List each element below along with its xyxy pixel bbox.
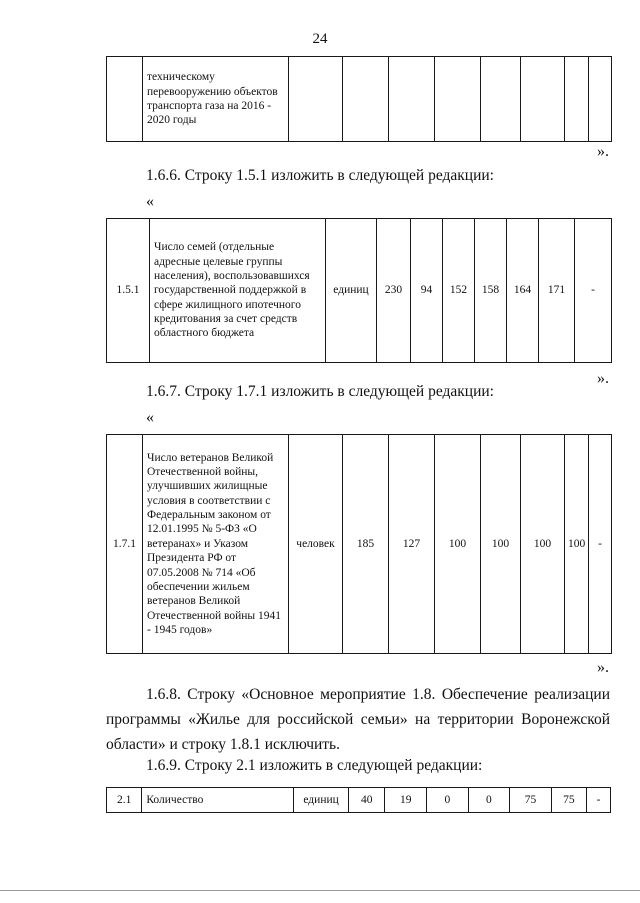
table-cell	[389, 57, 435, 142]
value-cell: 94	[411, 219, 443, 363]
value-cell: -	[575, 219, 612, 363]
table-row	[107, 788, 611, 813]
value-cell: 158	[475, 219, 507, 363]
row-unit: человек	[289, 435, 343, 654]
table-cell	[589, 57, 612, 142]
row-number: 2.1	[107, 788, 142, 813]
value-cell: 100	[481, 435, 521, 654]
value-cell: 100	[521, 435, 565, 654]
closing-quote: ».	[597, 659, 609, 676]
value-cell: 164	[507, 219, 539, 363]
value-cell: 230	[377, 219, 411, 363]
table-row-1-7-1	[106, 434, 612, 654]
value-cell: 152	[443, 219, 475, 363]
table-cell	[289, 57, 343, 142]
value-cell: 171	[539, 219, 575, 363]
table-row	[107, 219, 612, 363]
section-heading: 1.6.6. Строку 1.5.1 изложить в следующей редакции:	[146, 167, 494, 184]
closing-quote: ».	[597, 370, 609, 387]
table-cell	[107, 57, 143, 142]
table-row	[107, 57, 612, 142]
table-row	[107, 435, 612, 654]
value-cell: 75	[510, 788, 552, 813]
row-description: Число ветеранов Великой Отечественной войны, улучшивших жилищные условия в соответствии с Федеральным законом от 12.01.1995 № 5-ФЗ «О ветеранах» и Указом Президента РФ от 07.05.2008 № 714 «Об обеспечении жильем ветеранов Великой Отечественной войны 1941 - 1945 годов»	[143, 435, 289, 654]
value-cell: 40	[349, 788, 385, 813]
paragraph-1-6-8: 1.6.8. Строку «Основное мероприятие 1.8. Обеспечение реализации программы «Жилье для российской семьи» на территории Воронежской области» и строку 1.8.1 исключить.	[106, 686, 610, 753]
table-continuation	[106, 56, 612, 142]
value-cell: 0	[468, 788, 510, 813]
opening-quote: «	[146, 193, 154, 210]
table-row-2-1	[106, 787, 611, 813]
value-cell: 19	[385, 788, 427, 813]
table-cell	[481, 57, 521, 142]
value-cell: -	[589, 435, 612, 654]
row-description: техническому перевооружению объектов транспорта газа на 2016 - 2020 годы	[143, 57, 289, 142]
value-cell: 185	[343, 435, 389, 654]
opening-quote: «	[146, 409, 154, 426]
row-number: 1.7.1	[107, 435, 143, 654]
table-cell	[521, 57, 565, 142]
table-cell	[343, 57, 389, 142]
row-unit: единиц	[326, 219, 377, 363]
row-number: 1.5.1	[107, 219, 150, 363]
section-heading: 1.6.7. Строку 1.7.1 изложить в следующей редакции:	[146, 383, 494, 400]
table-cell	[435, 57, 481, 142]
value-cell: 0	[427, 788, 469, 813]
value-cell: 127	[389, 435, 435, 654]
section-heading: 1.6.9. Строку 2.1 изложить в следующей редакции:	[146, 757, 483, 774]
value-cell: -	[587, 788, 611, 813]
row-description: Число семей (отдельные адресные целевые группы населения), воспользовавшихся государственной поддержкой в сфере жилищного ипотечного кредитования за счет средств областного бюджета	[150, 219, 326, 363]
page-bottom-rule	[0, 890, 640, 891]
row-unit: единиц	[294, 788, 349, 813]
value-cell: 75	[551, 788, 586, 813]
page-number: 24	[312, 31, 328, 47]
closing-quote: ».	[597, 143, 609, 160]
value-cell: 100	[565, 435, 589, 654]
row-description: Количество	[142, 788, 294, 813]
value-cell: 100	[435, 435, 481, 654]
table-row-1-5-1	[106, 218, 612, 363]
table-cell	[565, 57, 589, 142]
